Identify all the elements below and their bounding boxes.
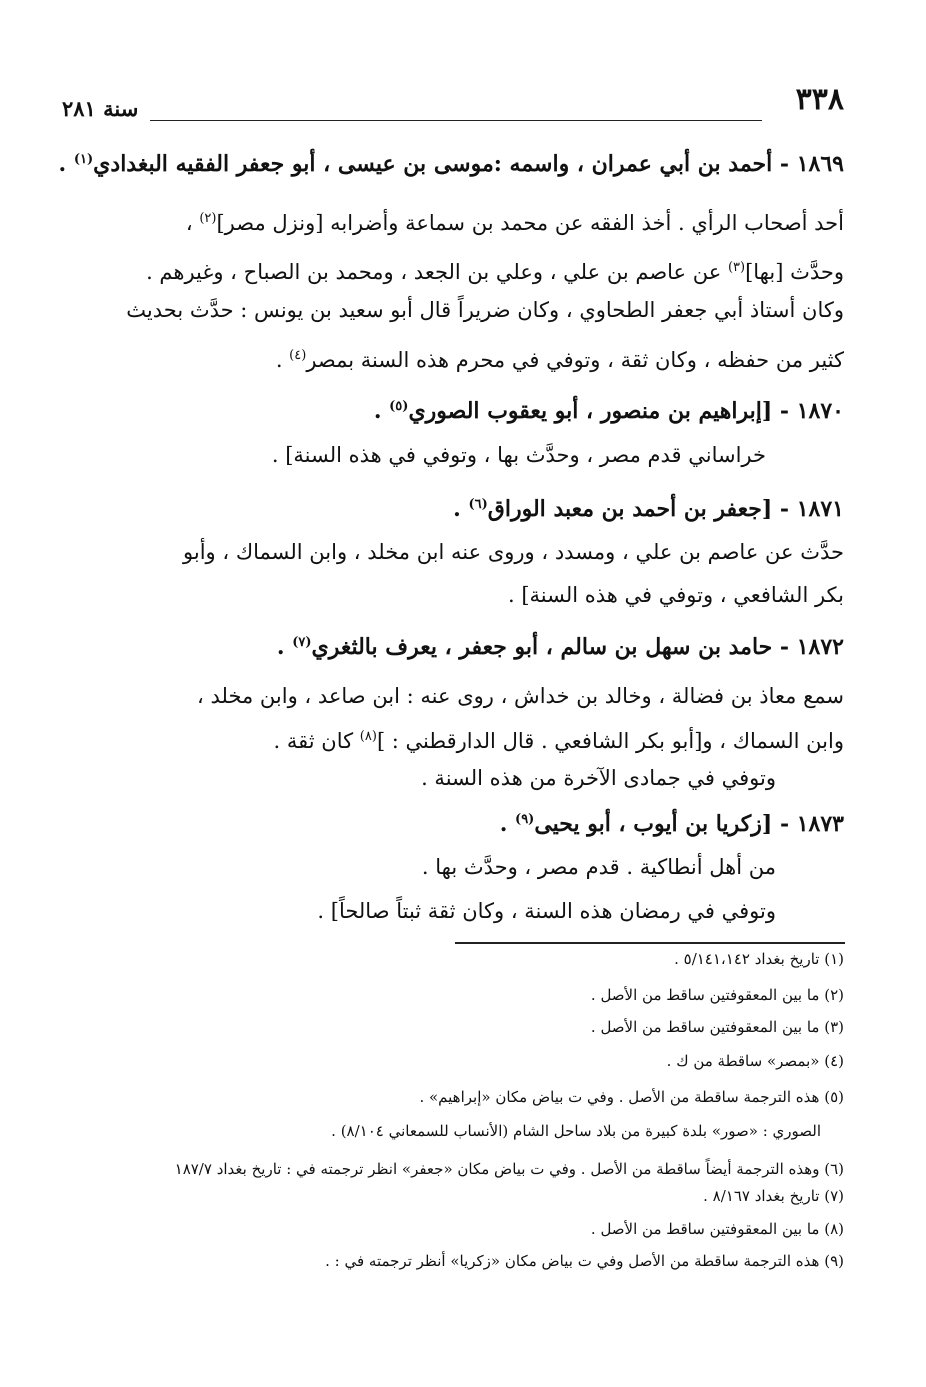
entry-1872-title: ١٨٧٢ - حامد بن سهل بن سالم ، أبو جعفر ، يعرف بالثغري$^{(٧)}$ . xyxy=(276,634,844,660)
footnote-1: (١) تاريخ بغداد ٥/١٤١،١٤٢ . xyxy=(674,950,844,968)
footnote-ref-3: (٣) xyxy=(727,260,746,275)
entry-1869-line-1: أحد أصحاب الرأي . أخذ الفقه عن محمد بن سماعة وأضرابه [ونزل مصر]$^{(٢)}$ ، xyxy=(185,211,844,235)
footnote-6: (٦) وهذه الترجمة أيضاً ساقطة من الأصل . وفي ت بياض مكان «جعفر» انظر ترجمته في : تاريخ بغداد ١٨٧/٧ xyxy=(174,1160,844,1178)
footnote-2: (٢) ما بين المعقوفتين ساقط من الأصل . xyxy=(590,986,844,1004)
footnote-ref-4: (٤) xyxy=(289,348,307,363)
entry-1871-line-1: حدَّث عن عاصم بن علي ، ومسدد ، وروى عنه ابن مخلد ، وابن السماك ، وأبو xyxy=(183,540,844,564)
entry-1872-line-1: سمع معاذ بن فضالة ، وخالد بن خداش ، روى عنه : ابن صاعد ، وابن مخلد ، xyxy=(197,684,844,708)
entry-1870-line-1: خراساني قدم مصر ، وحدَّث بها ، وتوفي في هذه السنة] . xyxy=(271,443,766,467)
page-number: ٣٣٨ xyxy=(795,82,844,117)
footnote-5-continuation: الصوري : «صور» بلدة كبيرة من بلاد ساحل الشام (الأنساب للسمعاني ٨/١٠٤) . xyxy=(331,1122,821,1140)
footnote-3: (٣) ما بين المعقوفتين ساقط من الأصل . xyxy=(590,1018,844,1036)
footnote-ref-1: (١) xyxy=(73,152,94,167)
footnote-ref-6: (٦) xyxy=(468,497,488,512)
footnote-ref-9: (٩) xyxy=(515,812,535,827)
entry-1872-line-3: وتوفي في جمادى الآخرة من هذه السنة . xyxy=(421,766,776,790)
entry-1873-line-1: من أهل أنطاكية . قدم مصر ، وحدَّث بها . xyxy=(421,855,776,879)
entry-1873-line-2: وتوفي في رمضان هذه السنة ، وكان ثقة ثبتاً صالحاً] . xyxy=(317,899,776,923)
footnote-7: (٧) تاريخ بغداد ٨/١٦٧ . xyxy=(703,1187,844,1205)
footnote-ref-5: (٥) xyxy=(389,399,409,414)
entry-1870-title: ١٨٧٠ - [إبراهيم بن منصور ، أبو يعقوب الصوري$^{(٥)}$ . xyxy=(373,398,844,424)
footnote-8: (٨) ما بين المعقوفتين ساقط من الأصل . xyxy=(590,1220,844,1238)
running-head-year: سنة ٢٨١ xyxy=(62,96,139,121)
footnote-9: (٩) هذه الترجمة ساقطة من الأصل وفي ت بياض مكان «زكريا» أنظر ترجمته في : . xyxy=(325,1252,844,1270)
entry-1869-line-4: كثير من حفظه ، وكان ثقة ، وتوفي في محرم هذه السنة بمصر$^{(٤)}$ . xyxy=(275,348,844,372)
footnote-ref-2: (٢) xyxy=(199,211,217,226)
entry-1872-line-2: وابن السماك ، و[أبو بكر الشافعي . قال الدارقطني : ]$^{(٨)}$ كان ثقة . xyxy=(273,729,844,753)
header-rule xyxy=(150,120,762,121)
footnote-separator xyxy=(455,942,845,944)
entry-1869-line-3: وكان أستاذ أبي جعفر الطحاوي ، وكان ضريراً قال أبو سعيد بن يونس : حدَّث بحديث xyxy=(126,298,844,322)
footnote-5: (٥) هذه الترجمة ساقطة من الأصل . وفي ت بياض مكان «إبراهيم» . xyxy=(419,1088,844,1106)
entry-1871-title: ١٨٧١ - [جعفر بن أحمد بن معبد الوراق$^{(٦)}$ . xyxy=(453,496,844,522)
footnote-4: (٤) «بمصر» ساقطة من ك . xyxy=(666,1052,844,1070)
entry-1871-line-2: بكر الشافعي ، وتوفي في هذه السنة] . xyxy=(507,583,844,607)
entry-1869-line-2: وحدَّث [بها]$^{(٣)}$ عن عاصم بن علي ، وعلي بن الجعد ، ومحمد بن الصباح ، وغيرهم . xyxy=(146,260,844,284)
entry-1869-title: ١٨٦٩ - أحمد بن أبي عمران ، واسمه :موسى بن عيسى ، أبو جعفر الفقيه البغدادي$^{(١)}$ . xyxy=(58,151,844,177)
entry-1873-title: ١٨٧٣ - [زكريا بن أيوب ، أبو يحيى$^{(٩)}$ . xyxy=(499,811,844,837)
footnote-ref-7: (٧) xyxy=(292,635,312,650)
footnote-ref-8: (٨) xyxy=(359,729,377,744)
